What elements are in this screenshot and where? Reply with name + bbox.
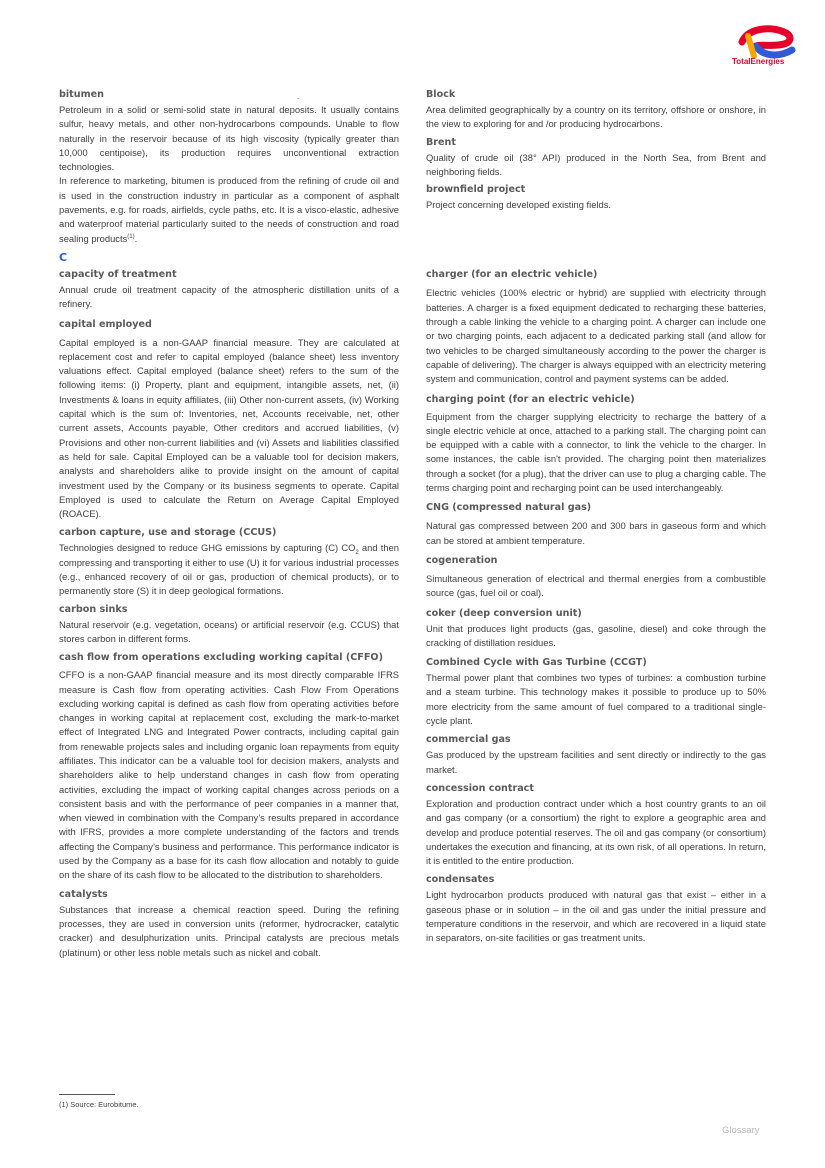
glossary-entry	[426, 88, 766, 132]
definition: Thermal power plant that combines two types of turbines: a combustion turbine and a steam turbine. This technology makes it possible to produce up to 50% more electricity from the same amount of fuel compared to a traditional single-cycle plant.	[426, 672, 766, 727]
glossary-entry	[59, 888, 399, 960]
glossary-entry	[59, 268, 399, 312]
term-cffo: cash flow from operations excluding working capital (CFFO)	[59, 652, 383, 664]
glossary-entry	[59, 318, 399, 522]
footnote-ref: (1)	[127, 233, 135, 240]
footnote-divider	[59, 1094, 115, 1095]
definition: CFFO is a non-GAAP financial measure and its most directly comparable IFRS measure is Cash flow from operating activities. Cash Flow From Operations excluding working capital is defined as cash flow from operating activities before changes in working capital at replacement cost, excluding the mark-to-market effect of Integrated LNG and Integrated Power contracts, including capital gain from renewable projects sales and including organic loan repayments from equity affiliates. This indicator can be a valuable tool for decision makers, analysts and shareholders alike to help understand changes in cash flow from operating activities, excluding the impact of working capital changes across periods on a consistent basis and with the performance of peer companies in a manner that, when viewed in combination with the Company’s results prepared in accordance with IFRS, provides a more complete understanding of the factors and trends affecting the Company’s business and performance. This performance indicator is used by the Company as a base for its cash flow allocation and notably to guide on the share of its cash flow to be allocated to the distribution to shareholders.	[59, 669, 399, 881]
header-dot: .	[297, 92, 300, 101]
term-coker: coker (deep conversion unit)	[426, 607, 582, 619]
term-brent: Brent	[426, 136, 456, 148]
glossary-entry	[426, 656, 766, 728]
term-brownfield-project: brownfield project	[426, 184, 526, 196]
definition: Gas produced by the upstream facilities and sent directly or indirectly to the gas market.	[426, 749, 766, 775]
definition: Unit that produces light products (gas, gasoline, diesel) and coke through the cracking of distillation residues.	[426, 622, 766, 648]
definition-ccus-a: Technologies designed to reduce GHG emissions by capturing (C) CO	[59, 542, 356, 554]
footer-section-label: Glossary	[722, 1125, 760, 1136]
definition: Substances that increase a chemical reaction speed. During the refining processes, they are used in conversion units (reformer, hydrocracker, catalytic cracker) and desulphurization units. Principal catalysts are precious metals (platinum) or other less noble metals such as nickel and cobalt.	[59, 903, 399, 958]
glossary-entry	[59, 603, 399, 647]
definition-bitumen-1: Petroleum in a solid or semi-solid state in natural deposits. It usually contains sulfur, heavy metals, and other non-hydrocarbons compounds. Unable to flow naturally in the reservoir because of its high viscosity (typically greater than 10,000 centipoise), its production requires unconventional extraction technologies.	[59, 104, 399, 173]
glossary-entry	[426, 183, 766, 212]
definition: Light hydrocarbon products produced with natural gas that exist – either in a gaseous phase or in solution – in the oil and gas under the initial pressure and temperature conditions in the reservoir, and which are recovered in a liquid state in separators, on-site facilities or gas treatment units.	[426, 889, 766, 944]
term-block: Block	[426, 89, 456, 100]
term-ccgt: Combined Cycle with Gas Turbine (CCGT)	[426, 657, 647, 669]
glossary-entry	[426, 607, 766, 651]
glossary-entry-bitumen	[59, 88, 399, 246]
definition-bitumen-2-end: .	[134, 232, 138, 244]
definition: Project concerning developed existing fields.	[426, 199, 612, 211]
brand-wordmark: TotalEnergies	[732, 57, 785, 66]
term-cogeneration: cogeneration	[426, 554, 498, 566]
subscript-2: 2	[355, 550, 359, 557]
glossary-entry	[426, 393, 766, 496]
definition-bitumen-2	[59, 174, 399, 245]
term-condensates: condensates	[426, 874, 495, 886]
glossary-entry	[426, 554, 766, 601]
definition: Quality of crude oil (38° API) produced in the North Sea, from Brent and neighboring fields.	[426, 151, 766, 177]
glossary-entry	[59, 651, 399, 882]
term-carbon-sinks: carbon sinks	[59, 603, 128, 615]
glossary-entry	[426, 268, 766, 386]
term-concession-contract: concession contract	[426, 782, 534, 794]
left-column	[59, 88, 399, 960]
definition: Area delimited geographically by a country on its territory, offshore or onshore, in the view to exploring for and /or producing hydrocarbons.	[426, 104, 766, 130]
definition: Electric vehicles (100% electric or hybrid) are supplied with electricity through batteries. A charger is a fixed equipment dedicated to recharging these batteries, through a cable linking the vehicle to a charging point. A charger can include one or two charging points, each adjacent to a dedicated parking stall (and allow for two vehicles to be charged simultaneously according to the power the charger is capable of delivering). The charger is always equipped with an electricity metering system and communication, control and payment systems can be added.	[426, 287, 766, 385]
term-cng: CNG (compressed natural gas)	[426, 502, 592, 514]
footnote: (1) Source: Eurobitume.	[59, 1100, 139, 1109]
term-catalysts: catalysts	[59, 888, 108, 900]
definition-ccus-b: and then compressing and transporting it either to use (U) it for various industrial processes (e.g., enhanced recovery of oil or gas, production of chemical products), or to permanently store (S) it in deep geological formations.	[59, 542, 399, 597]
glossary-entry	[426, 782, 766, 868]
definition: Capital employed is a non-GAAP financial measure. They are calculated at replacement cost and refer to capital employed (balance sheet) less inventory valuations effect. Capital employed (balance sheet) refers to the sum of the following items: (i) Property, plant and equipment, intangible assets, net, (ii) Investments & loans in equity affiliates, (iii) Other non-current assets, (iv) Working capital which is the sum of: Inventories, net, Accounts receivable, net, other current assets, Accounts payable, Other creditors and accrued liabilities, (v) Provisions and other non-current liabilities and (vi) Assets and liabilities classified as held for sale. Capital Employed can be a valuable tool for decision makers, analysts and shareholders alike to provide insight on the amount of capital investment used by the Company or its business segments to operate. Capital Employed is used to calculate the Return on Average Capital Employed (ROACE).	[59, 336, 399, 520]
term-bitumen: bitumen	[59, 89, 104, 100]
glossary-entry	[426, 873, 766, 945]
definition	[59, 541, 399, 598]
glossary-entry	[426, 501, 766, 548]
term-capital-employed: capital employed	[59, 318, 152, 330]
definition: Annual crude oil treatment capacity of the atmospheric distillation units of a refinery.	[59, 283, 399, 310]
definition: Natural gas compressed between 200 and 300 bars in gaseous form and which can be stored at ambient temperature.	[426, 520, 766, 546]
section-letter-c: C	[59, 250, 68, 264]
definition: Equipment from the charger supplying electricity to recharge the battery of a single electric vehicle at once, attached to a parking stall. The charging point can be equipped with a cable with a connector, to link the vehicle to the charger. In some instances, the cable isn't provided. The charging point then materializes through a socket (for a plug), that the driver can use to plug a charging cable. The terms charging point and recharging point can be used interchangeably.	[426, 410, 766, 494]
term-commercial-gas: commercial gas	[426, 734, 511, 746]
definition: Simultaneous generation of electrical and thermal energies from a combustible source (gas, fuel oil or coal).	[426, 572, 766, 599]
glossary-entry	[59, 526, 399, 598]
term-charging-point: charging point (for an electric vehicle)	[426, 393, 635, 405]
term-ccus: carbon capture, use and storage (CCUS)	[59, 527, 277, 539]
definition-bitumen-2-text: In reference to marketing, bitumen is produced from the refining of crude oil and is used in the construction industry in particular as a component of asphalt pavements, e.g. for roads, airfields, cycle paths, etc. It is a visco-elastic, adhesive and waterproof material particularly suited to the needs of construction and road sealing products	[59, 175, 399, 244]
term-capacity-of-treatment: capacity of treatment	[59, 268, 177, 280]
right-column	[426, 88, 766, 946]
term-charger: charger (for an electric vehicle)	[426, 269, 598, 281]
glossary-entry	[426, 733, 766, 777]
definition: Exploration and production contract under which a host country grants to an oil and gas company (or a consortium) the right to explore a geographic area and develop and produce potential reserves. The oil and gas company (or consortium) undertakes the execution and financing, at its own risk, of all operations. In return, it is entitled to the entire production.	[426, 797, 766, 867]
glossary-entry	[426, 136, 766, 180]
definition: Natural reservoir (e.g. vegetation, oceans) or artificial reservoir (e.g. CCUS) that stores carbon in different forms.	[59, 618, 399, 644]
